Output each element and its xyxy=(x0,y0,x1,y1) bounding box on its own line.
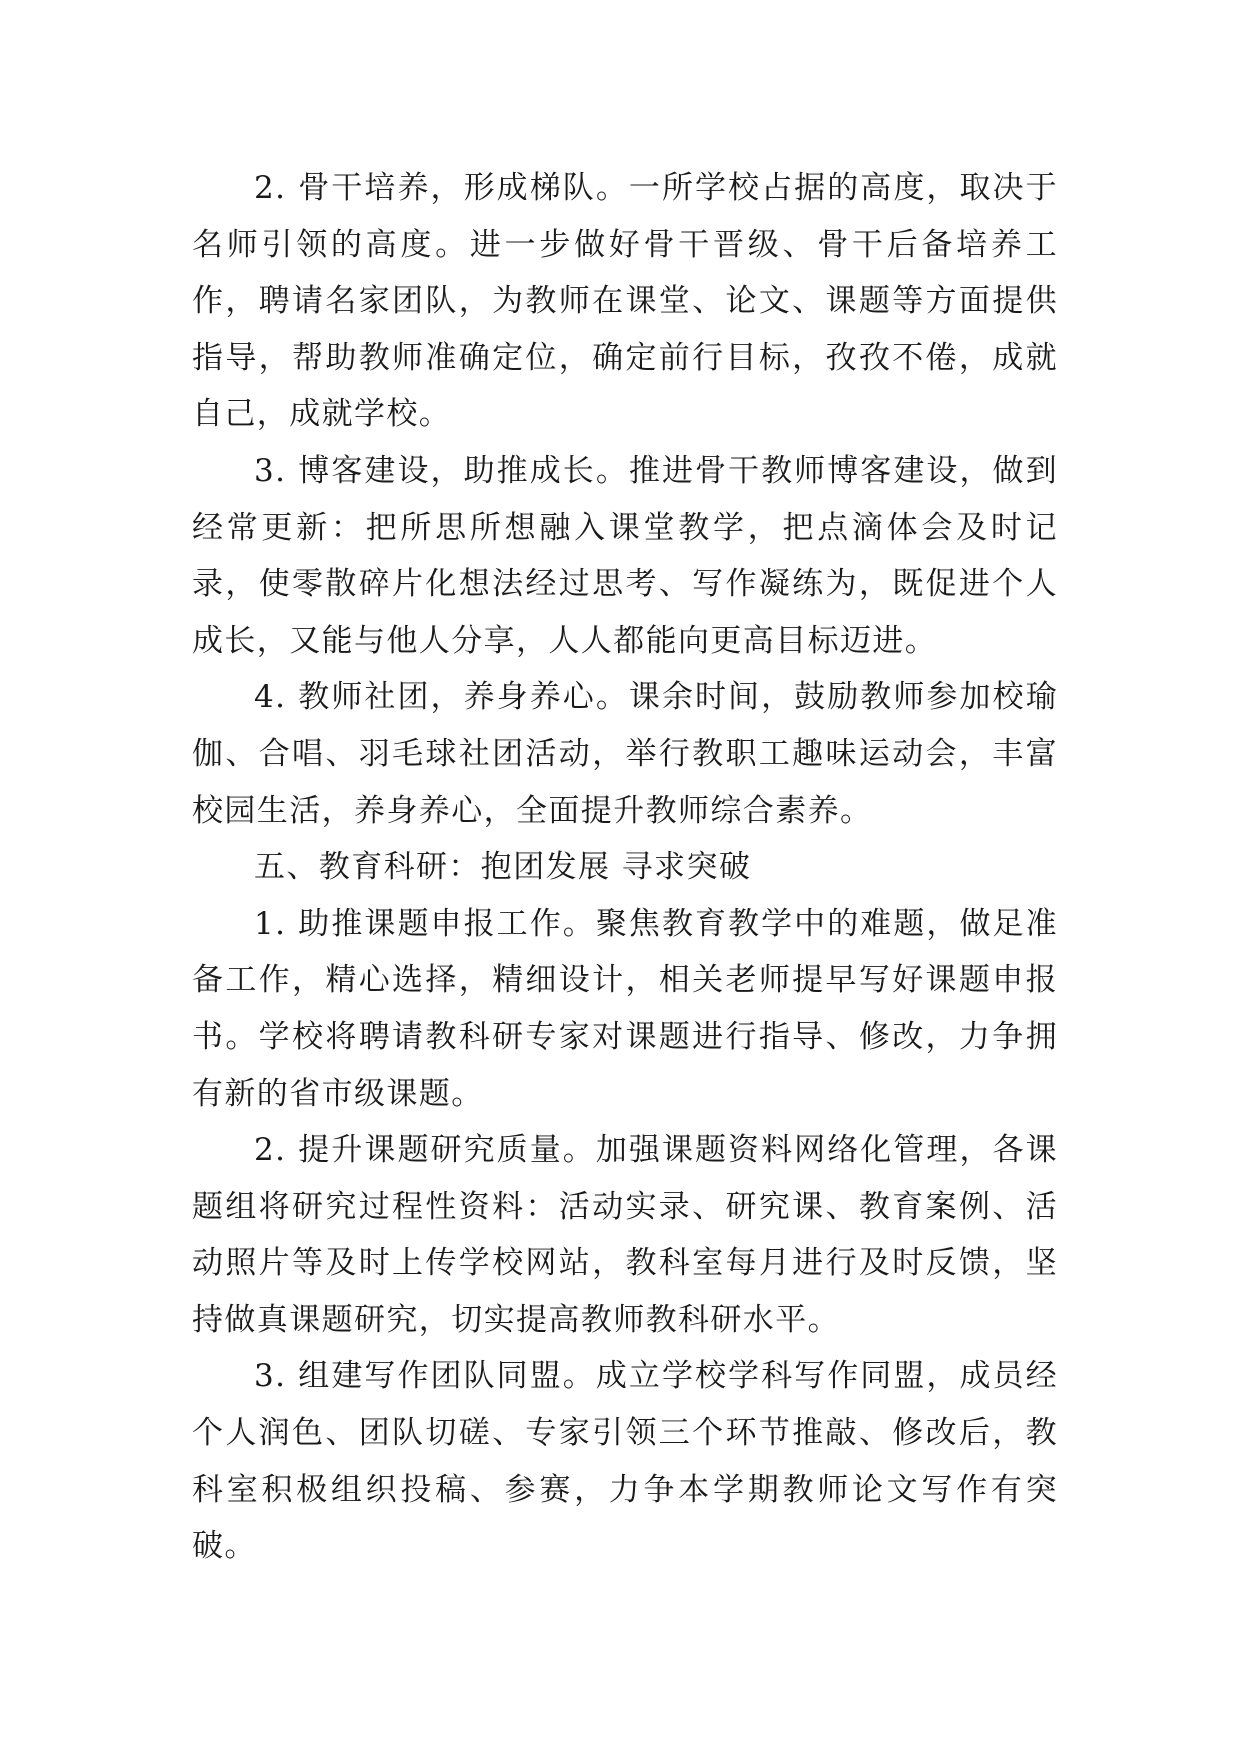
paragraph-blog-building: 3. 博客建设，助推成长。推进骨干教师博客建设，做到经常更新：把所思所想融入课堂教学，把点滴体会及时记录，使零散碎片化想法经过思考、写作凝练为，既促进个人成长，又能与他人分享，人人都能向更高目标迈进。 xyxy=(192,452,1058,659)
document-page xyxy=(192,160,1058,1575)
paragraph-research-quality: 2. 提升课题研究质量。加强课题资料网络化管理，各课题组将研究过程性资料：活动实录、研究课、教育案例、活动照片等及时上传学校网站，教科室每月进行及时反馈，坚持做真课题研究，切实提高教师教科研水平。 xyxy=(192,1132,1058,1338)
paragraph-teacher-clubs: 4. 教师社团，养身养心。课余时间，鼓励教师参加校瑜伽、合唱、羽毛球社团活动，举行教职工趣味运动会，丰富校园生活，养身养心，全面提升教师综合素养。 xyxy=(192,679,1058,829)
paragraph-writing-alliance: 3. 组建写作团队同盟。成立学校学科写作同盟，成员经个人润色、团队切磋、专家引领三个环节推敲、修改后，教科室积极组织投稿、参赛，力争本学期教师论文写作有突破。 xyxy=(192,1358,1058,1565)
paragraph-project-application: 1. 助推课题申报工作。聚焦教育教学中的难题，做足准备工作，精心选择，精细设计，相关老师提早写好课题申报书。学校将聘请教科研专家对课题进行指导、修改，力争拥有新的省市级课题。 xyxy=(192,905,1058,1112)
paragraph-backbone-training: 2. 骨干培养，形成梯队。一所学校占据的高度，取决于名师引领的高度。进一步做好骨干晋级、骨干后备培养工作，聘请名家团队，为教师在课堂、论文、课题等方面提供指导，帮助教师准确定位，确定前行目标，孜孜不倦，成就自己，成就学校。 xyxy=(192,170,1058,433)
section-heading-research: 五、教育科研：抱团发展 寻求突破 xyxy=(254,849,752,886)
